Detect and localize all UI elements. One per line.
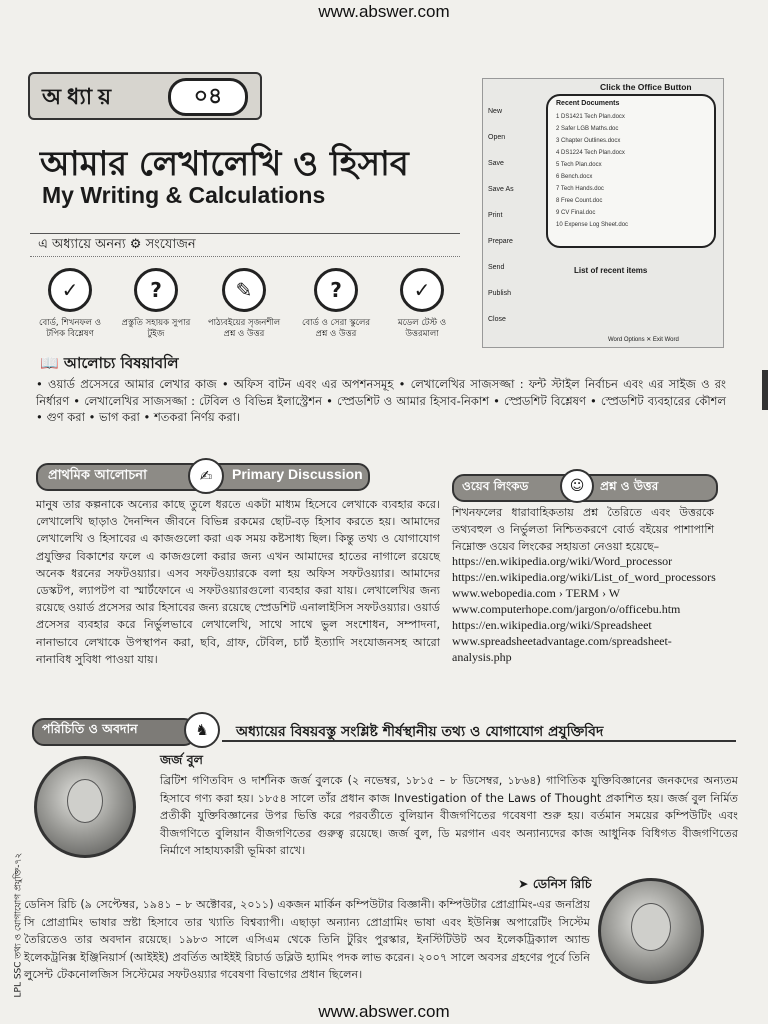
web-link[interactable]: www.spreadsheetadvantage.com/spreadsheet- [452,634,672,648]
recent-doc: 9 CV Final.doc [556,210,596,216]
web-linked-label: ওয়েব লিংকড [462,479,529,493]
side-page-label: LPL SSC তথ্য ও যোগাযোগ প্রযুক্তি-৭২ [13,852,24,998]
feature-label: বোর্ড ও সেরা স্কুলের প্রশ্ন ও উত্তর [301,318,370,339]
dennis-ritchie-name-text: ডেনিস রিচি [532,876,592,891]
chapter-word: অধ্যায় [42,85,118,110]
features-bar-label: এ অধ্যায়ে অনন্য ⚙ সংযোজন [38,237,196,252]
chapter-title-bn: আমার লেখালেখি ও হিসাব [40,144,409,184]
contributions-heading: অধ্যায়ের বিষয়বস্তু সংশ্লিষ্ট শীর্ষস্থানীয় তথ্য ও যোগাযোগ প্রযুক্তিবিদ [222,720,736,742]
menu-item-send: Send [488,264,505,271]
web-link[interactable]: https://en.wikipedia.org/wiki/List_of_word_processors [452,570,716,584]
check-icon: ✓ [400,268,444,312]
site-url-top: www.abswer.com [318,2,450,21]
portrait-face [631,903,671,951]
recent-doc: 4 DS1224 Tech Plan.docx [556,150,625,156]
screenshot-caption: Click the Office Button [600,82,692,92]
portrait-face [67,779,103,823]
menu-item-open: Open [488,134,506,141]
recent-items-note: List of recent items [574,266,648,275]
recent-doc: 10 Expense Log Sheet.doc [556,222,629,228]
primary-discussion-text: মানুষ তার কল্পনাকে অন্যের কাছে তুলে ধরতে একটা মাধ্যম হিসেবে লেখাকে ব্যবহার করে। লেখালেখি ছাড়াও দৈনন্দিন জীবনে বিভিন্ন রকমের ছোট-বড় হিসাব করতে হয়। আমাদের লেখালেখি ও হিসাবের এ কাজগুলো করা এক সময় কষ্টসাধ্য ছিল। কিন্তু তথ্য ও যোগাযোগ প্রযুক্তির বিকাশের ফলে এ কাজগুলো করার জন্য এখন আমাদের হাতের নাগালে রয়েছে অনেক ধরনের সফটওয়্যার। এসব সফটওয়্যারকে বলা হয় অফিস সফটওয়্যার। আমাদের ডেস্কটপ, ল্যাপটপ বা স্মার্টফোনে এ সফটওয়্যারগুলো ব্যবহার করা যায়। লেখালেখির জন্য রয়েছে ওয়ার্ড প্রসেসর আর হিসাবের জন্য রয়েছে স্প্রেডশিট এনালাইসিস সফটওয়্যার। ওয়ার্ড প্রসেসর ব্যবহার করে নির্ভুলভাবে লেখালেখি, সাথে সাথে ভুল সংশোধন, সম্পাদনা, নানাভাবে লেখাকে উপস্থাপন করা, ছবি, গ্রাফ, টেবিল, চার্ট ইত্যাদি সংযোজনসহ আরো নানাবিধ সুবিধা পাওয়া যায়। [36,498,440,666]
feature-label: বোর্ড, শিখনফল ও টপিক বিশ্লেষণ [39,318,101,339]
feature-super-quiz [116,268,196,340]
qa-label: প্রশ্ন ও উত্তর [600,479,659,493]
topics-heading [40,352,179,377]
feature-textbook-questions [204,268,284,340]
dennis-ritchie-bio: ডেনিস রিচি (৯ সেপ্টেম্বর, ১৯৪১ – ৮ অক্টোবর, ২০১১) একজন মার্কিন কম্পিউটার বিজ্ঞানী। কম্পিউটার প্রোগ্রামিং-এর জনপ্রিয় সি প্রোগ্রামিং ভাষার স্রষ্টা হিসাবে তার খ্যাতি বিশ্বব্যাপী। এছাড়া অন্যান্য প্রোগ্রামিং ভাষা এবং ইউনিক্স অপারেটিং সিস্টেম তৈরিতেও তার অবদান রয়েছে। ১৯৮৩ সালে এসিএম থেকে তিনি টুরিং পুরস্কার, ইনস্টিটিউট অব ইলেকট্রিক্যাল অ্যান্ড ইলেকট্রনিক্স ইঞ্জিনিয়ার্স (আইইই) প্রবর্তিত আইইই রিচার্ড ডব্লিউ হ্যামিং পদক লাভ করেন। ২০০৭ সালে অবসর গ্রহণের পূর্বে তিনি লুসেন্ট টেকনোলজিস সিস্টেমের সফটওয়্যার গবেষণা বিভাগের প্রধান ছিলেন। [24,898,590,981]
feature-label: পাঠ্যবইয়ের সৃজনশীল প্রশ্ন ও উত্তর [207,318,281,339]
word-options-buttons: Word Options ✕ Exit Word [608,337,679,343]
feature-label: প্রস্তুতি সহায়ক সুপার টুইজ [121,318,191,339]
george-boole-bio: ব্রিটিশ গণিতবিদ ও দার্শনিক জর্জ বুলকে (২ নভেম্বর, ১৮১৫ – ৮ ডিসেম্বর, ১৮৬৪) গাণিতিক যুক্তিবিজ্ঞানের জনকদের অন্যতম হিসাবে গণ্য করা হয়। ১৮৫৪ সালে তাঁর প্রধান কাজ Investigation of the Laws of Thought প্রকাশিত হয়। জর্জ বুল নির্মিত প্রতীকী যুক্তিবিজ্ঞানের উপর ভিত্তি করে পরবর্তীতে বুলিয়ান বীজগণিতের গবেষণা শুরু হয়। বর্তমান সময়ের কম্পিউটিং এবং বীজগণিতে বুলিয়ান বীজগণিতের গুরুত্ব রয়েছে। জর্জ বুল, ডি মরগান এবং অন্যান্যদের কাজ আধুনিক বিধিগত বীজগণিতের নির্মাণে সাহায্যকারী ভূমিকা রাখে। [160,774,738,857]
menu-item-prepare: Prepare [488,238,513,245]
pencil-icon: ✎ [222,268,266,312]
contributions-label: পরিচিতি ও অবদান [42,721,138,736]
web-link[interactable]: www.webopedia.com › TERM › W [452,586,621,600]
web-link[interactable]: analysis.php [452,650,512,664]
primary-discussion-label-en: Primary Discussion [232,466,363,482]
recent-doc: 2 Safer LGB Maths.doc [556,126,619,132]
check-icon: ✓ [48,268,92,312]
person-icon: ☺ [560,469,594,503]
web-intro-text: শিখনফলের ধারাবাহিকতায় প্রশ্ন তৈরিতে এবং উত্তরকে তথ্যবহুল ও নির্ভুলতা নিশ্চিতকরণে বোর্ড বইয়ের পাশাপাশি নিম্নোক্ত ওয়েব লিংকের সহায়তা নেওয়া হয়েছে– [452,506,714,553]
recent-doc: 6 Bench.docx [556,174,593,180]
recent-doc: 1 DS1421 Tech Plan.docx [556,114,625,120]
discussion-icon: ✍ [188,458,224,494]
site-url-bottom: www.abswer.com [318,1002,450,1021]
primary-discussion-label-bn: প্রাথমিক আলোচনা [48,468,147,483]
feature-model-test [382,268,462,340]
feature-board-questions [296,268,376,340]
feature-board-analysis [30,268,110,340]
web-link[interactable]: www.computerhope.com/jargon/o/officebu.htm [452,602,681,616]
menu-item-print: Print [488,212,503,219]
topics-list: • ওয়ার্ড প্রসেসরে আমার লেখার কাজ • অফিস বাটন এবং এর অপশনসমূহ • লেখালেখির সাজসজ্জা : ফন্ট স্টাইল নির্বাচন এবং এর সাইজ ও রং নির্ধারণ • লেখালেখির সাজসজ্জা : টেবিল ও বিভিন্ন ইলাস্ট্রেশন • স্প্রেডশিট ও আমার হিসাব-নিকাশ • স্প্রেডশিট বিশ্লেষণ • স্প্রেডশিট ব্যবহারের কৌশল • গুণ করা • ভাগ করা • শতকরা নির্ণয় করা। [36,377,726,424]
web-link[interactable]: https://en.wikipedia.org/wiki/Word_processor [452,554,673,568]
scientist-icon: ♞ [184,712,220,748]
menu-item-new: New [488,108,503,115]
recent-doc: 5 Tech Plan.docx [556,162,602,168]
recent-doc: 8 Free Count.doc [556,198,603,204]
chapter-number: ০৪ [168,78,248,116]
question-icon: ? [134,268,178,312]
menu-item-close: Close [488,316,506,323]
george-boole-name: জর্জ বুল [160,752,203,767]
recent-documents-title: Recent Documents [556,100,620,107]
feature-label: মডেল টেস্ট ও উত্তরমালা [397,318,447,339]
george-boole-portrait [34,756,136,858]
book-icon: 📖 [40,354,64,372]
menu-item-save: Save [488,160,504,167]
recent-doc: 7 Tech Hands.doc [556,186,604,192]
web-link-list [452,553,732,665]
dennis-ritchie-portrait [598,878,704,984]
question-icon: ? [314,268,358,312]
topics-heading-text: আলোচ্য বিষয়াবলি [63,354,179,372]
arrow-icon: ➤ [518,876,533,891]
recent-doc: 3 Chapter Outlines.docx [556,138,621,144]
web-link[interactable]: https://en.wikipedia.org/wiki/Spreadsheet [452,618,652,632]
chapter-title-en: My Writing & Calculations [42,182,326,208]
menu-item-publish: Publish [488,290,511,297]
page-edge-marker [762,370,768,410]
menu-item-save-as: Save As [488,186,514,193]
dennis-ritchie-name [518,876,592,896]
